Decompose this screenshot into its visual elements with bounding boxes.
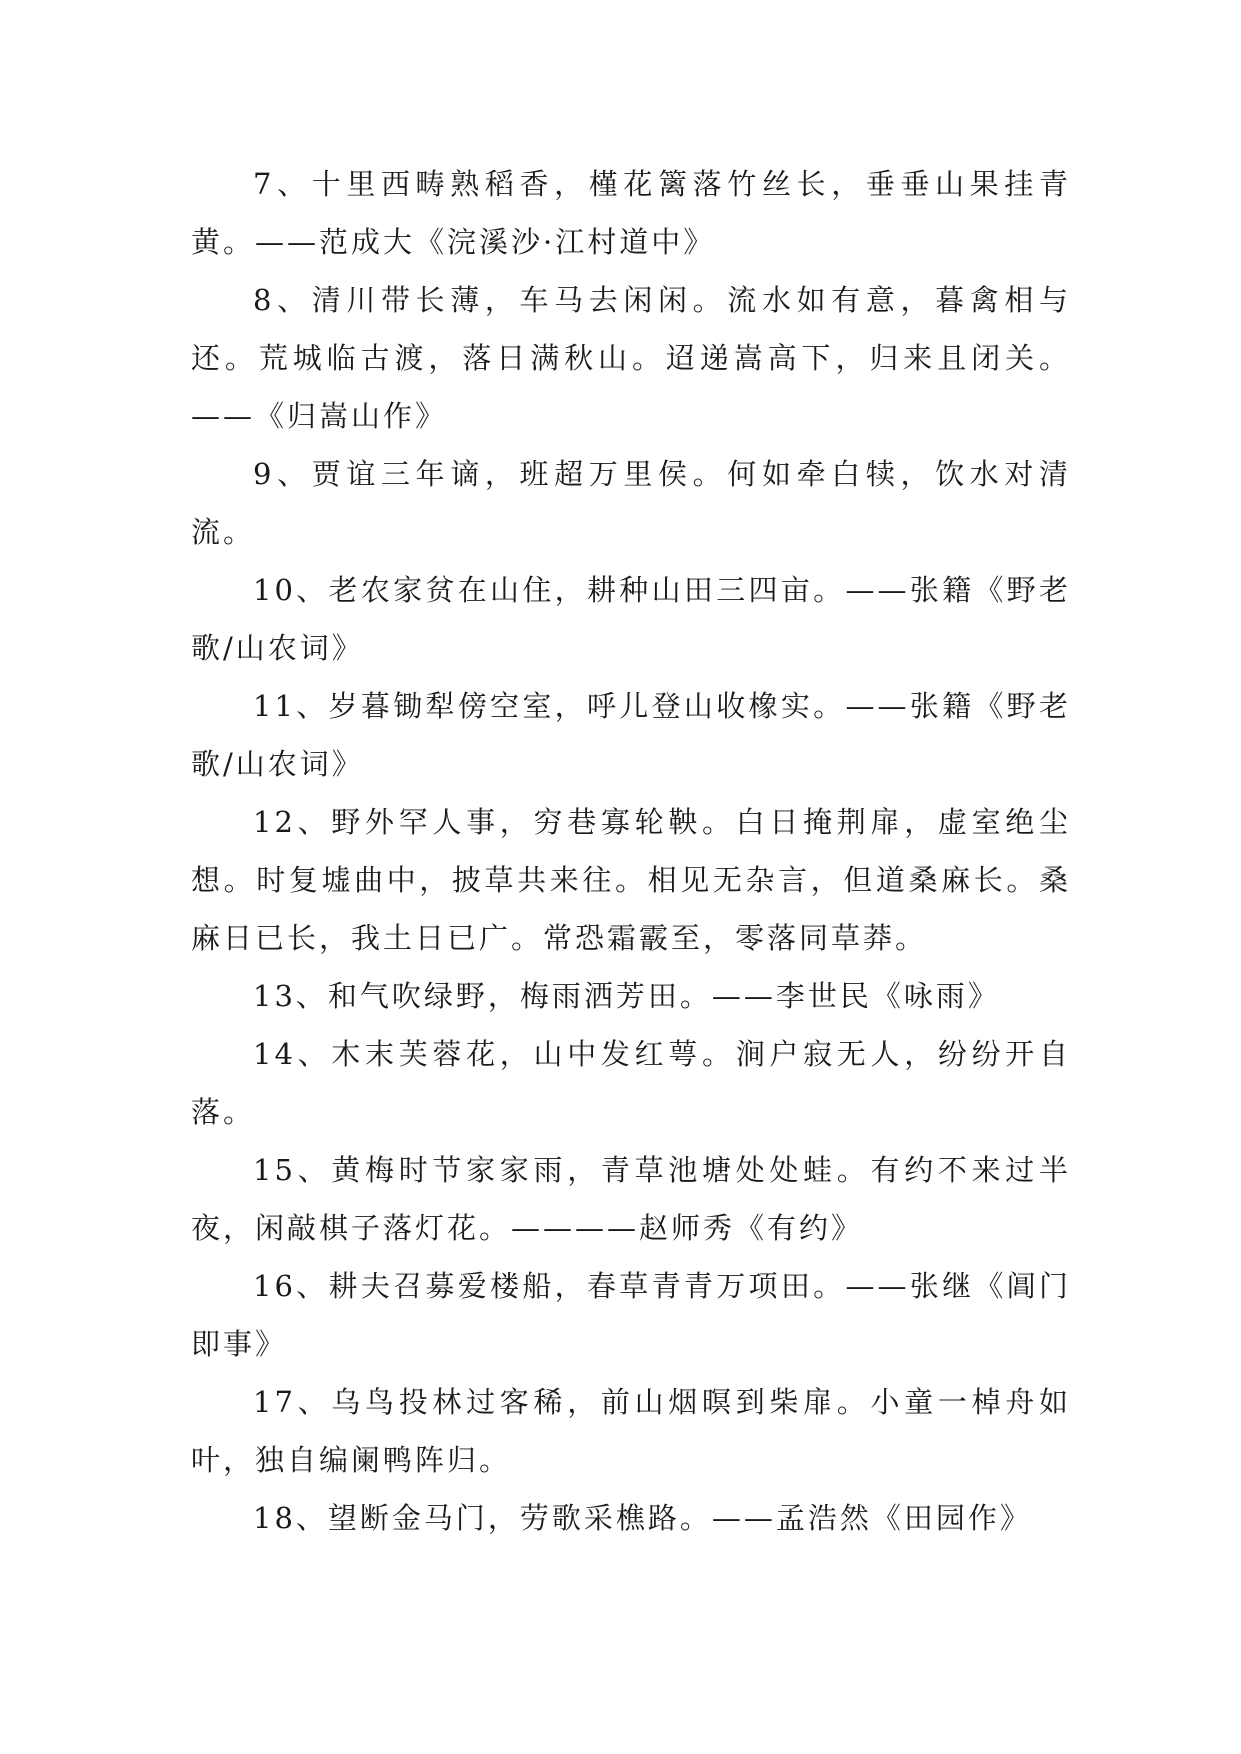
document-body <box>191 155 1071 1547</box>
poem-paragraph-15: 15、黄梅时节家家雨，青草池塘处处蛙。有约不来过半夜，闲敲棋子落灯花。————赵师秀《有约》 <box>191 1153 1071 1245</box>
poem-paragraph-11: 11、岁暮锄犁傍空室，呼儿登山收橡实。——张籍《野老歌/山农词》 <box>191 689 1071 781</box>
poem-paragraph-10: 10、老农家贫在山住，耕种山田三四亩。——张籍《野老歌/山农词》 <box>191 573 1071 665</box>
poem-paragraph-14: 14、木末芙蓉花，山中发红萼。涧户寂无人，纷纷开自落。 <box>191 1037 1071 1129</box>
poem-paragraph-9: 9、贾谊三年谪，班超万里侯。何如牵白犊，饮水对清流。 <box>191 457 1071 549</box>
poem-paragraph-16: 16、耕夫召募爱楼船，春草青青万项田。——张继《阊门即事》 <box>191 1269 1071 1361</box>
poem-paragraph-12: 12、野外罕人事，穷巷寡轮鞅。白日掩荆扉，虚室绝尘想。时复墟曲中，披草共来往。相见无杂言，但道桑麻长。桑麻日已长，我土日已广。常恐霜霰至，零落同草莽。 <box>191 805 1071 955</box>
poem-paragraph-18: 18、望断金马门，劳歌采樵路。——孟浩然《田园作》 <box>253 1501 1032 1535</box>
poem-paragraph-13: 13、和气吹绿野，梅雨洒芳田。——李世民《咏雨》 <box>253 979 1000 1013</box>
poem-paragraph-8: 8、清川带长薄，车马去闲闲。流水如有意，暮禽相与还。荒城临古渡，落日满秋山。迢递嵩高下，归来且闭关。——《归嵩山作》 <box>191 283 1071 433</box>
poem-paragraph-7: 7、十里西畴熟稻香，槿花篱落竹丝长，垂垂山果挂青黄。——范成大《浣溪沙·江村道中》 <box>191 167 1071 259</box>
poem-paragraph-17: 17、乌鸟投林过客稀，前山烟暝到柴扉。小童一棹舟如叶，独自编阑鸭阵归。 <box>191 1385 1071 1477</box>
